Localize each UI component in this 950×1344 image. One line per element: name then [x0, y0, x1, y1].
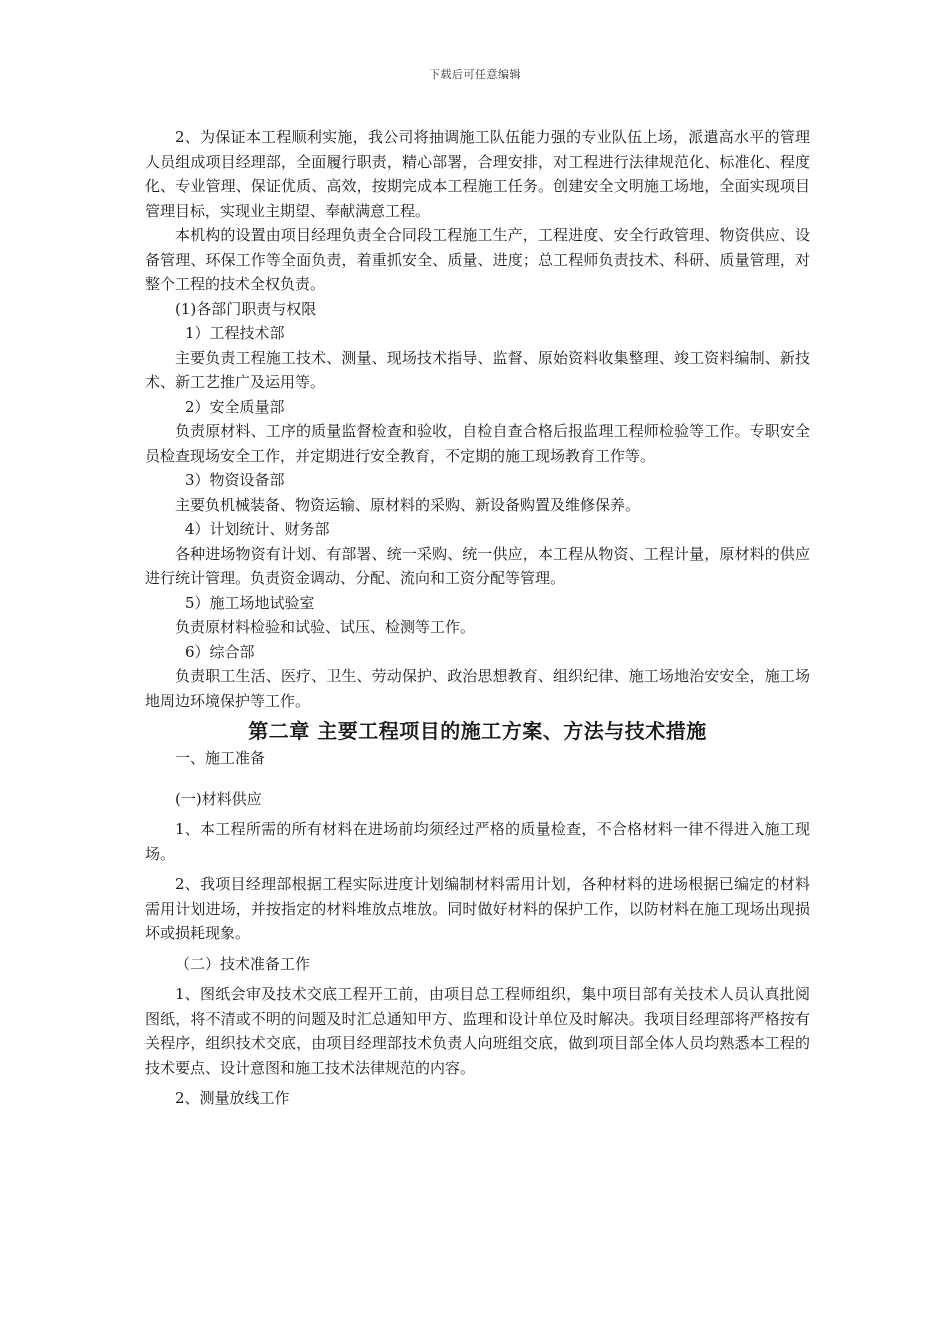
paragraph-drawing-review: 1、图纸会审及技术交底工程开工前，由项目总工程师组织，集中项目部有关技术人员认真批阅图纸，将不清或不明的问题及时汇总通知甲方、监理和设计单位及时解决。我项目经理部将严格按有关程序，组织技术交底，由项目经理部技术负责人向班组交底，做到项目部全体人员均熟悉本工程的技术要点、设计意图和施工技术法律规范的内容。: [145, 985, 810, 1077]
dept-body-engineering: 主要负责工程施工技术、测量、现场技术指导、监督、原始资料收集整理、竣工资料编制、新技术、新工艺推广及运用等。: [145, 348, 810, 391]
chapter-title: 第二章 主要工程项目的施工方案、方法与技术措施: [248, 719, 707, 743]
dept-body-materials: 主要负机械装备、物资运输、原材料的采购、新设备购置及维修保养。: [175, 495, 641, 514]
paragraph-survey-layout: 2、测量放线工作: [175, 1089, 290, 1107]
paragraph-organization-structure: 本机构的设置由项目经理负责全合同段工程施工生产，工程进度、安全行政管理、物资供应、设备管理、环保工作等全面负责，着重抓安全、质量、进度；总工程师负责技术、科研、质量管理，对整个工程的技术全权负责。: [145, 226, 810, 293]
dept-title-materials: 3）物资设备部: [185, 471, 285, 489]
heading-department-duties: (1)各部门职责与权限: [175, 299, 317, 318]
dept-body-lab: 负责原材料检验和试验、试压、检测等工作。: [175, 618, 476, 636]
paragraph-material-inspection: 1、本工程所需的所有材料在进场前均须经过严格的质量检查，不合格材料一律不得进入施工现场。: [145, 820, 810, 863]
paragraph-organization-goal: 2、为保证本工程顺利实施，我公司将抽调施工队伍能力强的专业队伍上场，派遣高水平的管理人员组成项目经理部，全面履行职责，精心部署，合理安排，对工程进行法律规范化、标准化、程度化、专业管理、保证优质、高效，按期完成本工程施工任务。创建安全文明施工场地，全面实现项目管理目标，实现业主期望、奉献满意工程。: [145, 128, 810, 220]
dept-body-safety-quality: 负责原材料、工序的质量监督检查和验收，自检自查合格后报监理工程师检验等工作。专职安全员检查现场安全工作，并定期进行安全教育，不定期的施工现场教育工作等。: [145, 422, 810, 465]
dept-body-general: 负责职工生活、医疗、卫生、劳动保护、政治思想教育、组织纪律、施工场地治安安全，施工场地周边环境保护等工作。: [145, 667, 810, 710]
section-construction-prep: 一、施工准备: [175, 749, 266, 767]
document-body: [145, 125, 810, 1111]
subsection-technical-prep: （二）技术准备工作: [175, 954, 311, 973]
paragraph-material-plan: 2、我项目经理部根据工程实际进度计划编制材料需用计划，各种材料的进场根据已编定的材料需用计划进场，并按指定的材料堆放点堆放。同时做好材料的保护工作，以防材料在施工现场出现损坏或损耗现象。: [145, 875, 810, 942]
dept-title-safety-quality: 2）安全质量部: [185, 397, 285, 416]
header-note: 下载后可任意编辑: [429, 68, 521, 81]
dept-body-planning-finance: 各种进场物资有计划、有部署、统一采购、统一供应，本工程从物资、工程计量，原材料的供应进行统计管理。负责资金调动、分配、流向和工资分配等管理。: [145, 544, 810, 587]
spacer: [145, 771, 810, 787]
dept-title-general: 6）综合部: [185, 642, 255, 661]
dept-title-lab: 5）施工场地试验室: [185, 593, 315, 612]
subsection-material-supply: (一)材料供应: [175, 789, 262, 808]
dept-title-engineering: 1）工程技术部: [185, 324, 285, 342]
dept-title-planning-finance: 4）计划统计、财务部: [185, 520, 330, 538]
